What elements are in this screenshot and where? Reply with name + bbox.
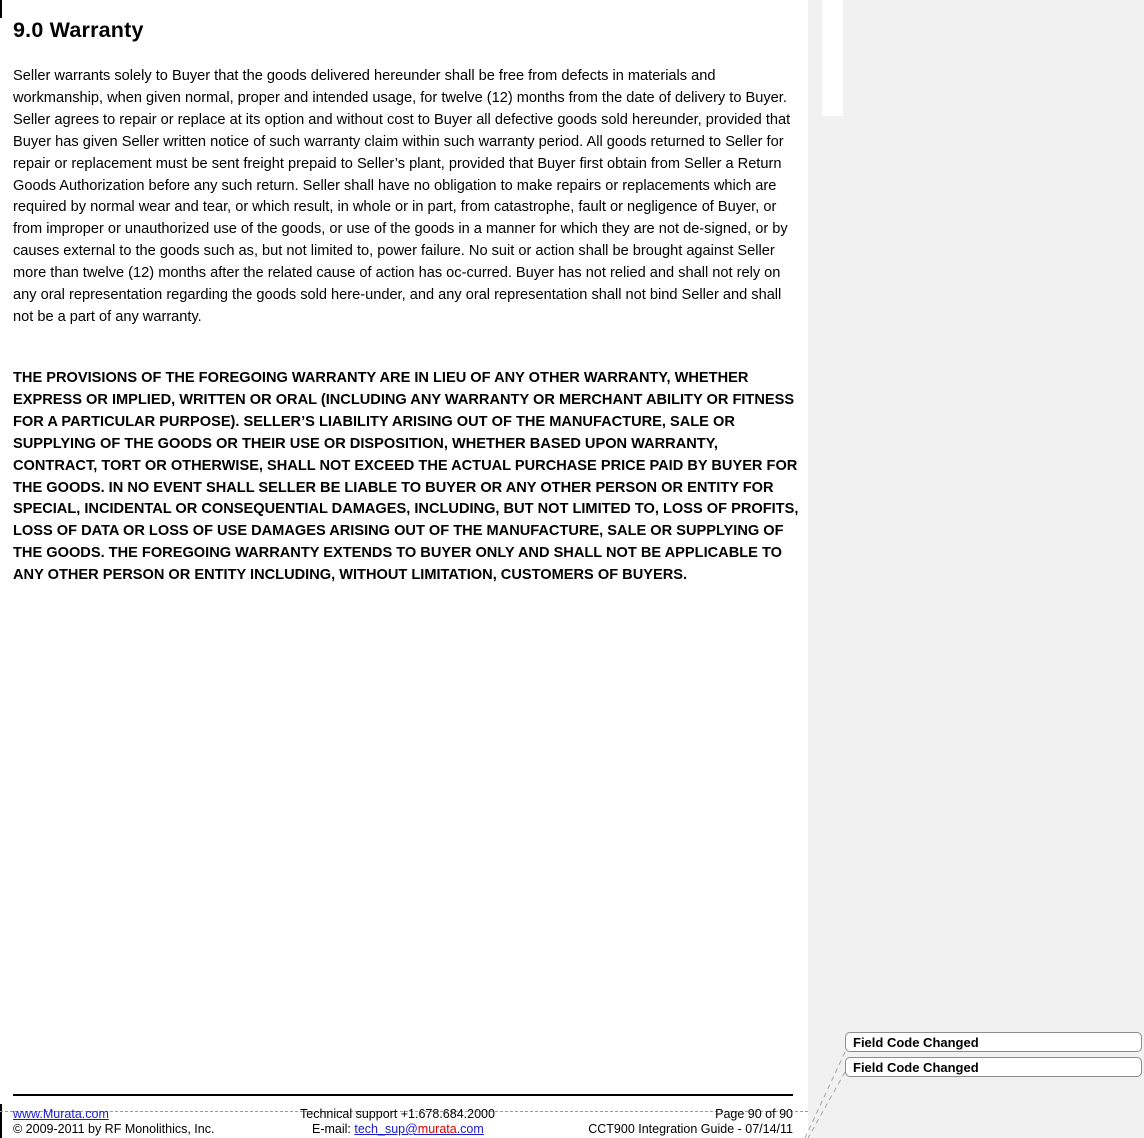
email-link[interactable]	[354, 1122, 483, 1136]
email-label: E-mail:	[312, 1122, 355, 1136]
email-tld: .com	[456, 1122, 484, 1136]
comment-balloon-field-code-changed[interactable]: Field Code Changed	[845, 1032, 1142, 1052]
website-link[interactable]: www.Murata.com	[13, 1107, 109, 1121]
comment-balloon-field-code-changed[interactable]: Field Code Changed	[845, 1057, 1142, 1077]
support-text: Technical support +1.678.684.2000	[300, 1107, 495, 1121]
crop-mark-bottom	[0, 1104, 2, 1138]
warranty-paragraph: Seller warrants solely to Buyer that the goods delivered hereunder shall be free from defects in materials and workmanship, when given normal, proper and intended usage, for twelve (12) months from the date of delivery to Buyer. Seller agrees to repair or replace at its option and without cost to Buyer all defective goods sold hereunder, provided that Buyer has given Seller written notice of such warranty claim within such warranty period. All goods returned to Seller for repair or replacement must be sent freight prepaid to Seller’s plant, provided that Buyer first obtain from Seller a Return Goods Authorization before any such return. Seller shall have no obligation to make repairs or replacements which are required by normal wear and tear, or which result, in whole or in part, from catastrophe, fault or negligence of Buyer, or from improper or unauthorized use of the goods, or use of the goods in a manner for which they are not de-signed, or by causes external to the goods such as, but not limited to, power failure. No suit or action shall be brought against Seller more than twelve (12) months after the related cause of action has oc-curred. Buyer has not relied and shall not rely on any oral representation regarding the goods sold here-under, and any oral representation shall not bind Seller and shall not be a part of any warranty.	[13, 68, 791, 325]
warranty-disclaimer: THE PROVISIONS OF THE FOREGOING WARRANTY ARE IN LIEU OF ANY OTHER WARRANTY, WHETHER EXPRESS OR IMPLIED, WRITTEN OR ORAL (INCLUDING ANY WARRANTY OR MERCHANT ABILITY OR FITNESS FOR A PARTICULAR PURPOSE). SELLER’S LIABILITY ARISING OUT OF THE MANUFACTURE, SALE OR SUPPLYING OF THE GOODS OR THEIR USE OR DISPOSITION, WHETHER BASED UPON WARRANTY, CONTRACT, TORT OR OTHERWISE, SHALL NOT EXCEED THE ACTUAL PURCHASE PRICE PAID BY BUYER FOR THE GOODS. IN NO EVENT SHALL SELLER BE LIABLE TO BUYER OR ANY OTHER PERSON OR ENTITY FOR SPECIAL, INCIDENTAL OR CONSEQUENTIAL DAMAGES, INCLUDING, BUT NOT LIMITED TO, LOSS OF PROFITS, LOSS OF DATA OR LOSS OF USE DAMAGES ARISING OUT OF THE MANUFACTURE, SALE OR SUPPLYING OF THE GOODS. THE FOREGOING WARRANTY EXTENDS TO BUYER ONLY AND SHALL NOT BE APPLICABLE TO ANY OTHER PERSON OR ENTITY INCLUDING, WITHOUT LIMITATION, CUSTOMERS OF BUYERS.	[13, 370, 799, 584]
footer-row-1	[13, 1106, 793, 1122]
footer-rule	[13, 1094, 793, 1096]
comment-margin-pane	[808, 0, 1144, 1138]
crop-mark-top	[0, 0, 2, 18]
guide-title: CCT900 Integration Guide - 07/14/11	[588, 1122, 793, 1136]
copyright-text: © 2009-2011 by RF Monolithics, Inc.	[13, 1122, 215, 1136]
section-heading: 9.0 Warranty	[13, 18, 144, 42]
margin-marker-block	[822, 0, 843, 116]
email-line	[312, 1121, 484, 1137]
email-user: tech_sup@	[354, 1122, 418, 1136]
email-brand: murata	[417, 1122, 457, 1136]
footer-row-2	[13, 1121, 793, 1137]
page-number: Page 90 of 90	[715, 1107, 793, 1121]
